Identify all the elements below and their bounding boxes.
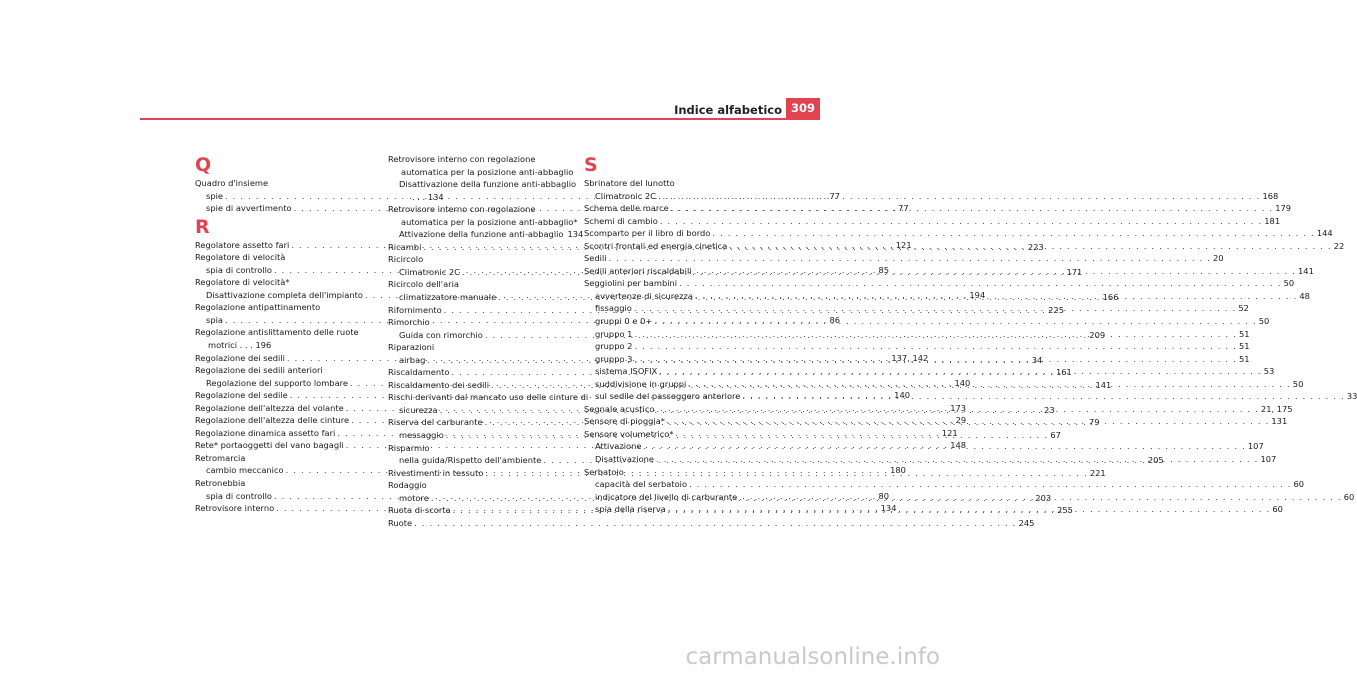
entry-term: Attivazione della funzione anti-abbaglio (399, 229, 564, 240)
dot-leader (668, 503, 1270, 516)
entry-page-ref: 121 (941, 427, 958, 438)
dot-leader (712, 227, 1314, 240)
entry-page-ref: 21, 175 (1260, 403, 1293, 414)
entry-page-ref: 180 (890, 465, 906, 476)
dot-leader (656, 453, 1258, 466)
index-section-letter: R (195, 215, 210, 238)
entry-term: capacità del serbatoio (595, 479, 688, 490)
index-heading: Regolazione antipattinamento (195, 302, 321, 313)
entry-term: Ricambi (388, 241, 422, 252)
entry-term: fissaggio (595, 303, 632, 314)
entry-term: indicatore del livello di carburante (595, 491, 738, 502)
entry-term: messaggio (399, 430, 444, 441)
entry-page-ref: 60 (1343, 491, 1355, 502)
index-heading: Riparazioni (388, 342, 435, 353)
entry-term: Regolazione del supporto lombare (206, 377, 348, 388)
entry-page-ref: 209 (1089, 329, 1106, 340)
entry-term: spia di controllo (206, 264, 272, 275)
dot-leader (729, 240, 1331, 253)
entry-page-ref: 60 (1293, 479, 1305, 490)
entry-page-ref: 203 (1035, 492, 1052, 503)
dot-leader (658, 190, 1260, 203)
entry-term: spia (206, 314, 223, 325)
entry-page-ref: 121 (895, 239, 912, 250)
index-subentry (388, 228, 584, 241)
index-entry: Retrovisore interno con regolazione automatica per la posizione anti-abbaglio* (388, 204, 578, 227)
entry-term: Sedili anteriori riscaldabili (584, 265, 692, 276)
dot-leader (739, 491, 1341, 504)
dot-leader (634, 328, 1236, 341)
entry-page-ref: 141 (1095, 379, 1112, 390)
entry-term: Regolazione dell'altezza del volante (195, 402, 344, 413)
index-heading: Risparmio (388, 442, 430, 453)
entry-page-ref: 223 (1027, 241, 1044, 252)
dot-leader (643, 440, 1245, 453)
entry-term: Disattivazione (595, 454, 655, 465)
entry-page-ref: 141 (1298, 265, 1314, 276)
entry-term: Climatronic 2C (399, 266, 460, 277)
dot-leader (689, 478, 1291, 491)
entry-term: spia di controllo (206, 490, 272, 501)
entry-page-ref: 131 (1271, 416, 1288, 427)
entry-page-ref: 48 (1299, 290, 1310, 301)
entry-term: Regolatore assetto fari (195, 239, 290, 250)
dot-leader (667, 415, 1269, 428)
entry-term: Rete* portaoggetti del vano bagagli (195, 440, 344, 451)
index-subentry (584, 340, 1250, 353)
dot-leader (742, 390, 1344, 403)
entry-page-ref: 144 (1316, 228, 1333, 239)
entry-page-ref: 168 (1262, 190, 1279, 201)
dot-leader (659, 365, 1261, 378)
index-heading: Rodaggio (388, 480, 427, 491)
index-heading: Regolatore di velocità* (195, 277, 290, 288)
entry-page-ref: 51 (1238, 341, 1250, 352)
index-heading: Rischi derivanti dal mancato uso delle cinture di (388, 392, 589, 403)
entry-term: Ruota di scorta (388, 505, 451, 516)
entry-term: sistema ISOFIX (595, 366, 658, 377)
entry-page-ref: 173 (950, 402, 967, 413)
index-heading: Sbrinatore del lunotto (584, 178, 675, 188)
entry-page-ref: 51 (1238, 353, 1250, 364)
entry-page-ref: 50 (1283, 278, 1295, 289)
entry-term: Seggiolini per bambini (584, 278, 678, 289)
entry-page-ref: 221 (1089, 467, 1106, 478)
entry-term: Schema delle marce (584, 203, 669, 214)
entry-page-ref: 245 (1018, 517, 1035, 528)
dot-leader (688, 378, 1290, 391)
entry-term: Sedili (584, 253, 607, 264)
entry-page-ref: 181 (1264, 215, 1281, 226)
entry-page-ref: 171 (1066, 266, 1083, 277)
page-title: Indice alfabetico (674, 103, 782, 117)
entry-term: Regolazione dei sedili (195, 352, 285, 363)
entry-term: Disattivazione completa dell'impianto (206, 289, 363, 300)
entry-page-ref: 140 (954, 377, 971, 388)
entry-page-ref: 52 (1238, 303, 1249, 314)
entry-page-ref: 80 (878, 490, 889, 501)
entry-term: Climatronic 2C (595, 190, 656, 201)
entry-term: Sensore di pioggia* (584, 416, 665, 427)
dot-leader (654, 315, 1256, 328)
entry-page-ref: 23 (1044, 404, 1055, 415)
page-number-badge: 309 (786, 98, 820, 118)
entry-term: gruppo 3 (595, 353, 633, 364)
entry-page-ref: 148 (950, 440, 967, 451)
entry-term: Riserva del carburante (388, 417, 483, 428)
dot-leader (414, 517, 1016, 530)
dot-leader (694, 265, 1296, 278)
entry-term: suddivisione in gruppi (595, 378, 687, 389)
entry-page-ref: 77 (829, 190, 841, 201)
entry-page-ref: 33 (1346, 391, 1357, 402)
index-heading: Regolatore di velocità (195, 252, 286, 263)
entry-term: Scontri frontali ed energia cinetica (584, 240, 728, 251)
dot-leader (695, 290, 1297, 303)
entry-term: spia della riserva (595, 504, 666, 515)
entry-page-ref: 134 (880, 503, 897, 514)
index-entry (584, 277, 1295, 290)
index-heading: Rimorchio (388, 317, 430, 328)
entry-term: gruppo 2 (595, 341, 633, 352)
entry-page-ref: 86 (829, 314, 841, 325)
index-entry (584, 215, 1281, 228)
dot-leader (671, 202, 1273, 215)
index-heading: Quadro d'insieme (195, 178, 269, 188)
entry-page-ref: 107 (1260, 454, 1277, 465)
entry-page-ref: 85 (878, 264, 889, 275)
entry-page-ref: 34 (1031, 354, 1043, 365)
entry-page-ref: 205 (1147, 455, 1164, 466)
entry-page-ref: 140 (894, 390, 911, 401)
entry-page-ref: 53 (1263, 366, 1275, 377)
entry-page-ref: 51 (1238, 328, 1250, 339)
entry-term: Schemi di cambio (584, 215, 658, 226)
entry-term: gruppo 1 (595, 328, 633, 339)
entry-term: Regolazione del sedile (195, 390, 288, 401)
index-entry: Regolazione antislittamento delle ruote motrici . . . 196 (195, 327, 359, 351)
dot-leader (634, 340, 1236, 353)
entry-page-ref: 166 (1102, 292, 1119, 303)
entry-term: sul sedile del passeggero anteriore (595, 391, 741, 402)
index-section-letter: S (584, 154, 598, 176)
dot-leader (634, 302, 1236, 315)
watermark: carmanualsonline.info (685, 644, 940, 670)
entry-term: cambio meccanico (206, 465, 284, 476)
entry-term: Retrovisore interno (195, 503, 275, 514)
entry-term: Riscaldamento (388, 367, 450, 378)
index-heading: Ricircolo (388, 254, 424, 265)
entry-term: climatizzatore manuale (399, 292, 497, 303)
entry-page-ref: 107 (1247, 441, 1264, 452)
entry-term: gruppi 0 e 0+ (595, 316, 653, 327)
entry-term: Segnale acustico (584, 403, 655, 414)
index-heading: Regolazione dei sedili anteriori (195, 365, 323, 376)
entry-term: Regolazione dinamica assetto fari (195, 427, 336, 438)
entry-term: nella guida/Rispetto dell'ambiente (399, 455, 542, 466)
entry-page-ref: 20 (1213, 253, 1224, 264)
entry-term: Riscaldamento dei sedili (388, 379, 490, 390)
entry-page-ref: 50 (1258, 316, 1270, 327)
entry-page-ref: 22 (1333, 240, 1345, 251)
dot-leader (656, 403, 1258, 416)
entry-term: avvertenze di sicurezza (595, 290, 693, 301)
entry-page-ref: 179 (1275, 203, 1292, 214)
entry-page-ref: 67 (1050, 430, 1061, 441)
dot-leader (609, 252, 1211, 265)
dot-leader (660, 215, 1262, 228)
index-heading: Serbatoio (584, 466, 624, 477)
entry-term: airbag (399, 354, 426, 365)
entry-page-ref: 255 (1057, 505, 1073, 516)
dot-leader (679, 277, 1281, 290)
entry-page-ref: 134 (567, 229, 584, 240)
entry-term: spie di avvertimento (206, 203, 292, 214)
entry-term: Rifornimento (388, 304, 442, 315)
entry-page-ref: 225 (1048, 304, 1064, 315)
entry-term: Rivestimenti in tessuto (388, 467, 484, 478)
entry-page-ref: 79 (1089, 417, 1100, 428)
entry-term: Guida con rimorchio (399, 329, 483, 340)
index-heading: Retromarcia (195, 452, 246, 463)
entry-page-ref: 60 (1272, 504, 1283, 515)
index-heading: Retronebbia (195, 478, 246, 489)
dot-leader (634, 353, 1236, 366)
entry-term: sicurezza (399, 404, 438, 415)
entry-page-ref: 161 (1055, 367, 1072, 378)
entry-page-ref: 29 (955, 415, 967, 426)
index-entry (388, 517, 1035, 530)
entry-term: Regolazione dell'altezza delle cinture (195, 415, 350, 426)
entry-page-ref: 50 (1292, 378, 1304, 389)
index-subentry (584, 478, 1305, 491)
header-rule (140, 118, 820, 120)
index-heading: Ricircolo dell'aria (388, 279, 459, 290)
index-heading: Sensore volumetrico* (584, 428, 674, 439)
index-entry (584, 227, 1333, 240)
entry-term: Ruote (388, 517, 413, 528)
entry-term: motore (399, 492, 429, 503)
index-section-letter: Q (195, 154, 212, 176)
entry-term: spie (206, 190, 223, 201)
entry-page-ref: 77 (898, 203, 909, 214)
index-entry: Retrovisore interno con regolazione automatica per la posizione anti-abbaglio (388, 154, 574, 177)
entry-term: Scomparto per il libro di bordo (584, 228, 711, 239)
entry-term: Attivazione (595, 441, 642, 452)
entry-page-ref: 194 (969, 289, 986, 300)
index-entry: Disattivazione della funzione anti-abbaglio . . . 134 (399, 179, 577, 202)
index-entry (584, 252, 1224, 265)
entry-page-ref: 137, 142 (891, 352, 929, 363)
